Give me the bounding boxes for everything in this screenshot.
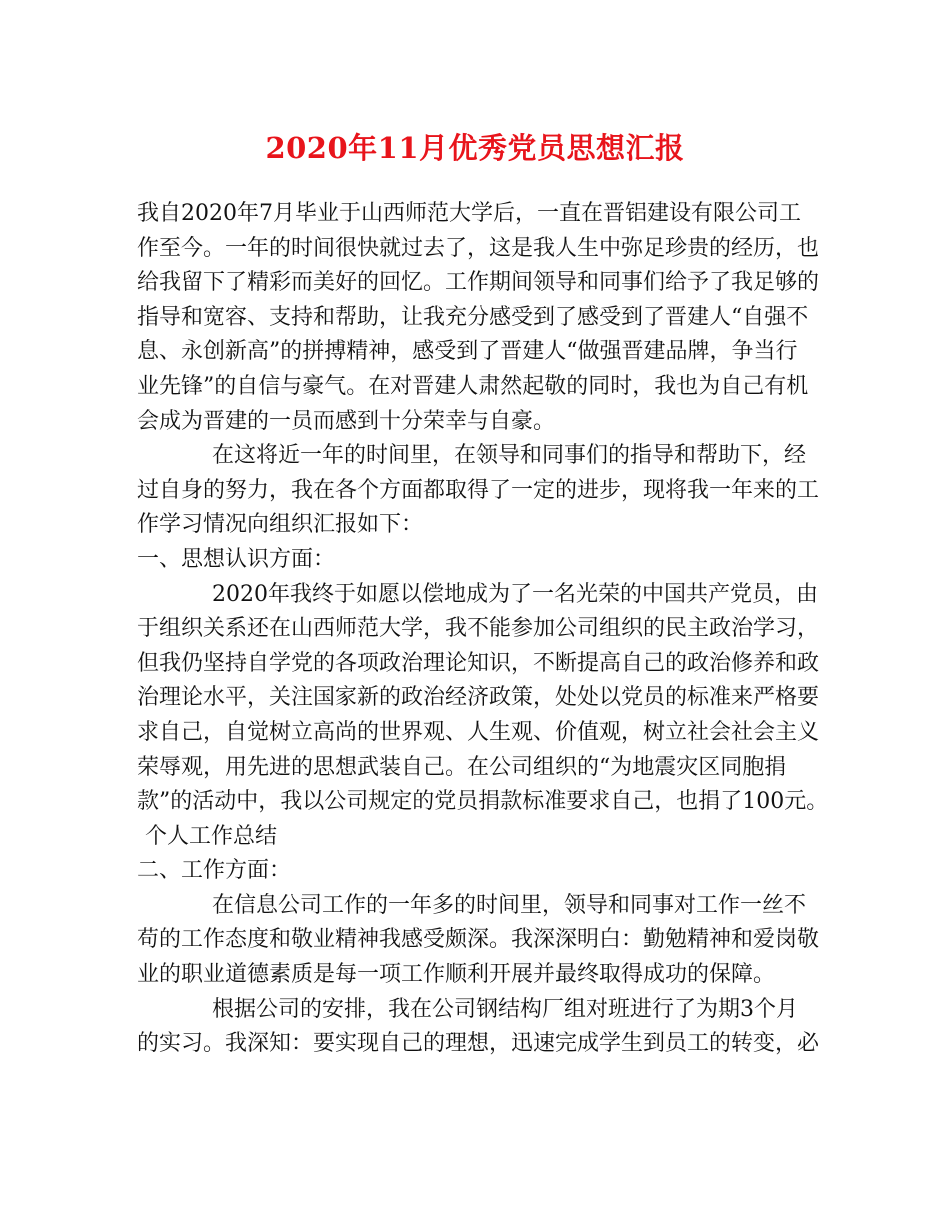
text-line: 苟的工作态度和敬业精神我感受颇深。我深深明白：勤勉精神和爱岗敬 [137,927,820,953]
text-line: 业的职业道德素质是每一项工作顺利开展并最终取得成功的保障。 [137,962,776,988]
text-line: 我自2020年7月毕业于山西师范大学后，一直在晋铝建设有限公司工 [137,201,801,226]
text-line: 治理论水平，关注国家新的政治经济政策，处处以党员的标准来严格要 [137,685,820,711]
text-line: 作至今。一年的时间很快就过去了，这是我人生中弥足珍贵的经历，也 [137,235,820,261]
text-line: 荣辱观，用先进的思想武装自己。在公司组织的“为地震灾区同胞捐 [137,754,787,780]
text-line: 指导和宽容、支持和帮助，让我充分感受到了感受到了晋建人“自强不 [137,304,809,330]
text-line: 的实习。我深知：要实现自己的理想，迅速完成学生到员工的转变，必 [137,1031,820,1057]
document-body [137,197,827,1062]
text-line: 于组织关系还在山西师范大学，我不能参加公司组织的民主政治学习， [137,616,820,642]
text-line: 给我留下了精彩而美好的回忆。工作期间领导和同事们给予了我足够的 [137,270,820,296]
paragraph-start-line: 根据公司的安排，我在公司钢结构厂组对班进行了为期3个月 [212,996,798,1022]
text-line: 但我仍坚持自学党的各项政治理论知识，不断提高自己的政治修养和政 [137,650,820,676]
section-heading: 二、工作方面： [137,858,292,884]
inline-link-text: 个人工作总结 [145,823,278,849]
text-line: 款”的活动中，我以公司规定的党员捐款标准要求自己，也捐了100元。 [137,789,829,815]
text-line: 息、永创新高”的拼搏精神，感受到了晋建人“做强晋建品牌，争当行 [137,339,798,365]
text-line: 作学习情况向组织汇报如下： [137,512,424,538]
section-heading: 一、思想认识方面： [137,546,336,572]
paragraph-start-line: 2020年我终于如愿以偿地成为了一名光荣的中国共产党员，由 [212,581,818,607]
text-line: 求自己，自觉树立高尚的世界观、人生观、价值观，树立社会社会主义 [137,719,820,745]
text-line: 会成为晋建的一员而感到十分荣幸与自豪。 [137,408,556,434]
text-line: 过自身的努力，我在各个方面都取得了一定的进步，现将我一年来的工 [137,477,820,503]
text-line: 业先锋”的自信与豪气。在对晋建人肃然起敬的同时，我也为自己有机 [137,373,809,399]
document-title: 2020年11月优秀党员思想汇报 [265,131,685,165]
paragraph-start-line: 在信息公司工作的一年多的时间里，领导和同事对工作一丝不 [212,892,807,918]
paragraph-start-line: 在这将近一年的时间里，在领导和同事们的指导和帮助下，经 [212,443,807,469]
